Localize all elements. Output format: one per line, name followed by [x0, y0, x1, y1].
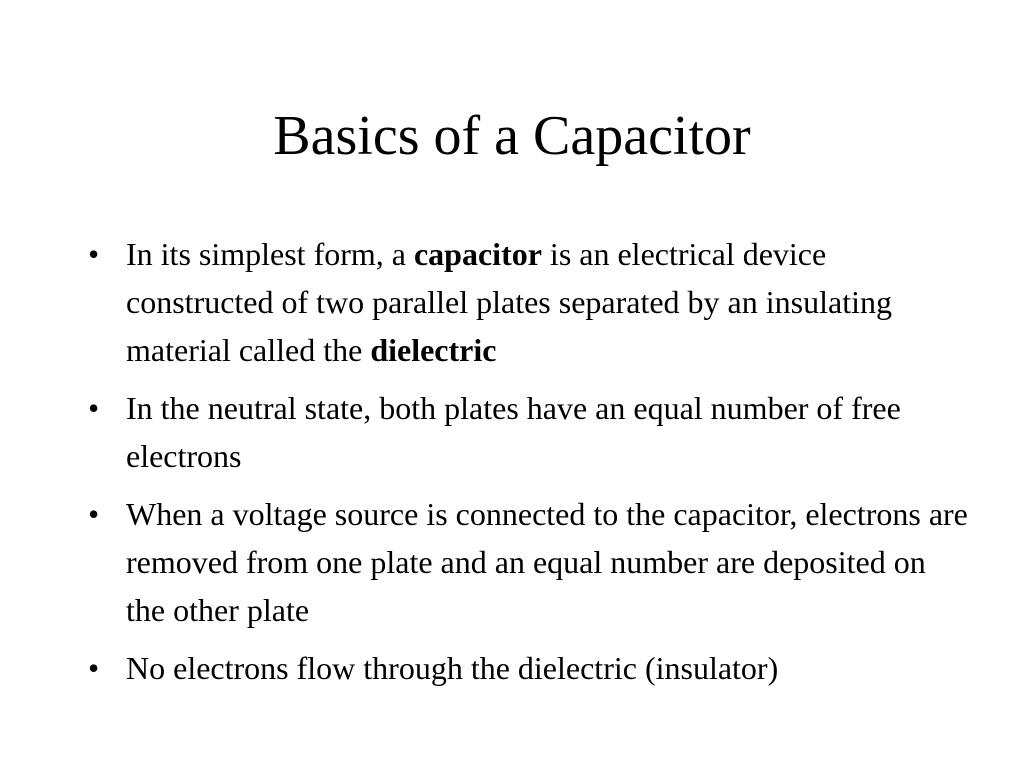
- bullet-item-no-electron-flow: [88, 644, 968, 692]
- bullet-list: [88, 230, 968, 702]
- bullet-item-voltage-source: [88, 490, 968, 634]
- bullet-icon: •: [88, 650, 100, 686]
- bold-term-capacitor: capacitor: [413, 236, 542, 272]
- bold-term-dielectric: dielectric: [370, 332, 497, 368]
- bullet-text-part: is an electrical device constructed of two parallel plates separated by an insulating material called the: [126, 236, 892, 368]
- bullet-icon: •: [88, 496, 100, 532]
- bullet-icon: •: [88, 236, 100, 272]
- bullet-item-neutral-state: [88, 384, 968, 480]
- bullet-text-part: No electrons flow through the dielectric (insulator): [126, 650, 779, 686]
- bullet-text-part: In the neutral state, both plates have an equal number of free electrons: [126, 390, 901, 474]
- bullet-icon: •: [88, 390, 100, 426]
- bullet-text-part: In its simplest form, a: [126, 236, 414, 272]
- bullet-text-part: When a voltage source is connected to the capacitor, electrons are removed from one plate and an equal number are deposited on the other plate: [126, 496, 968, 628]
- slide-title: Basics of a Capacitor: [273, 105, 751, 167]
- bullet-item-capacitor-definition: [88, 230, 968, 374]
